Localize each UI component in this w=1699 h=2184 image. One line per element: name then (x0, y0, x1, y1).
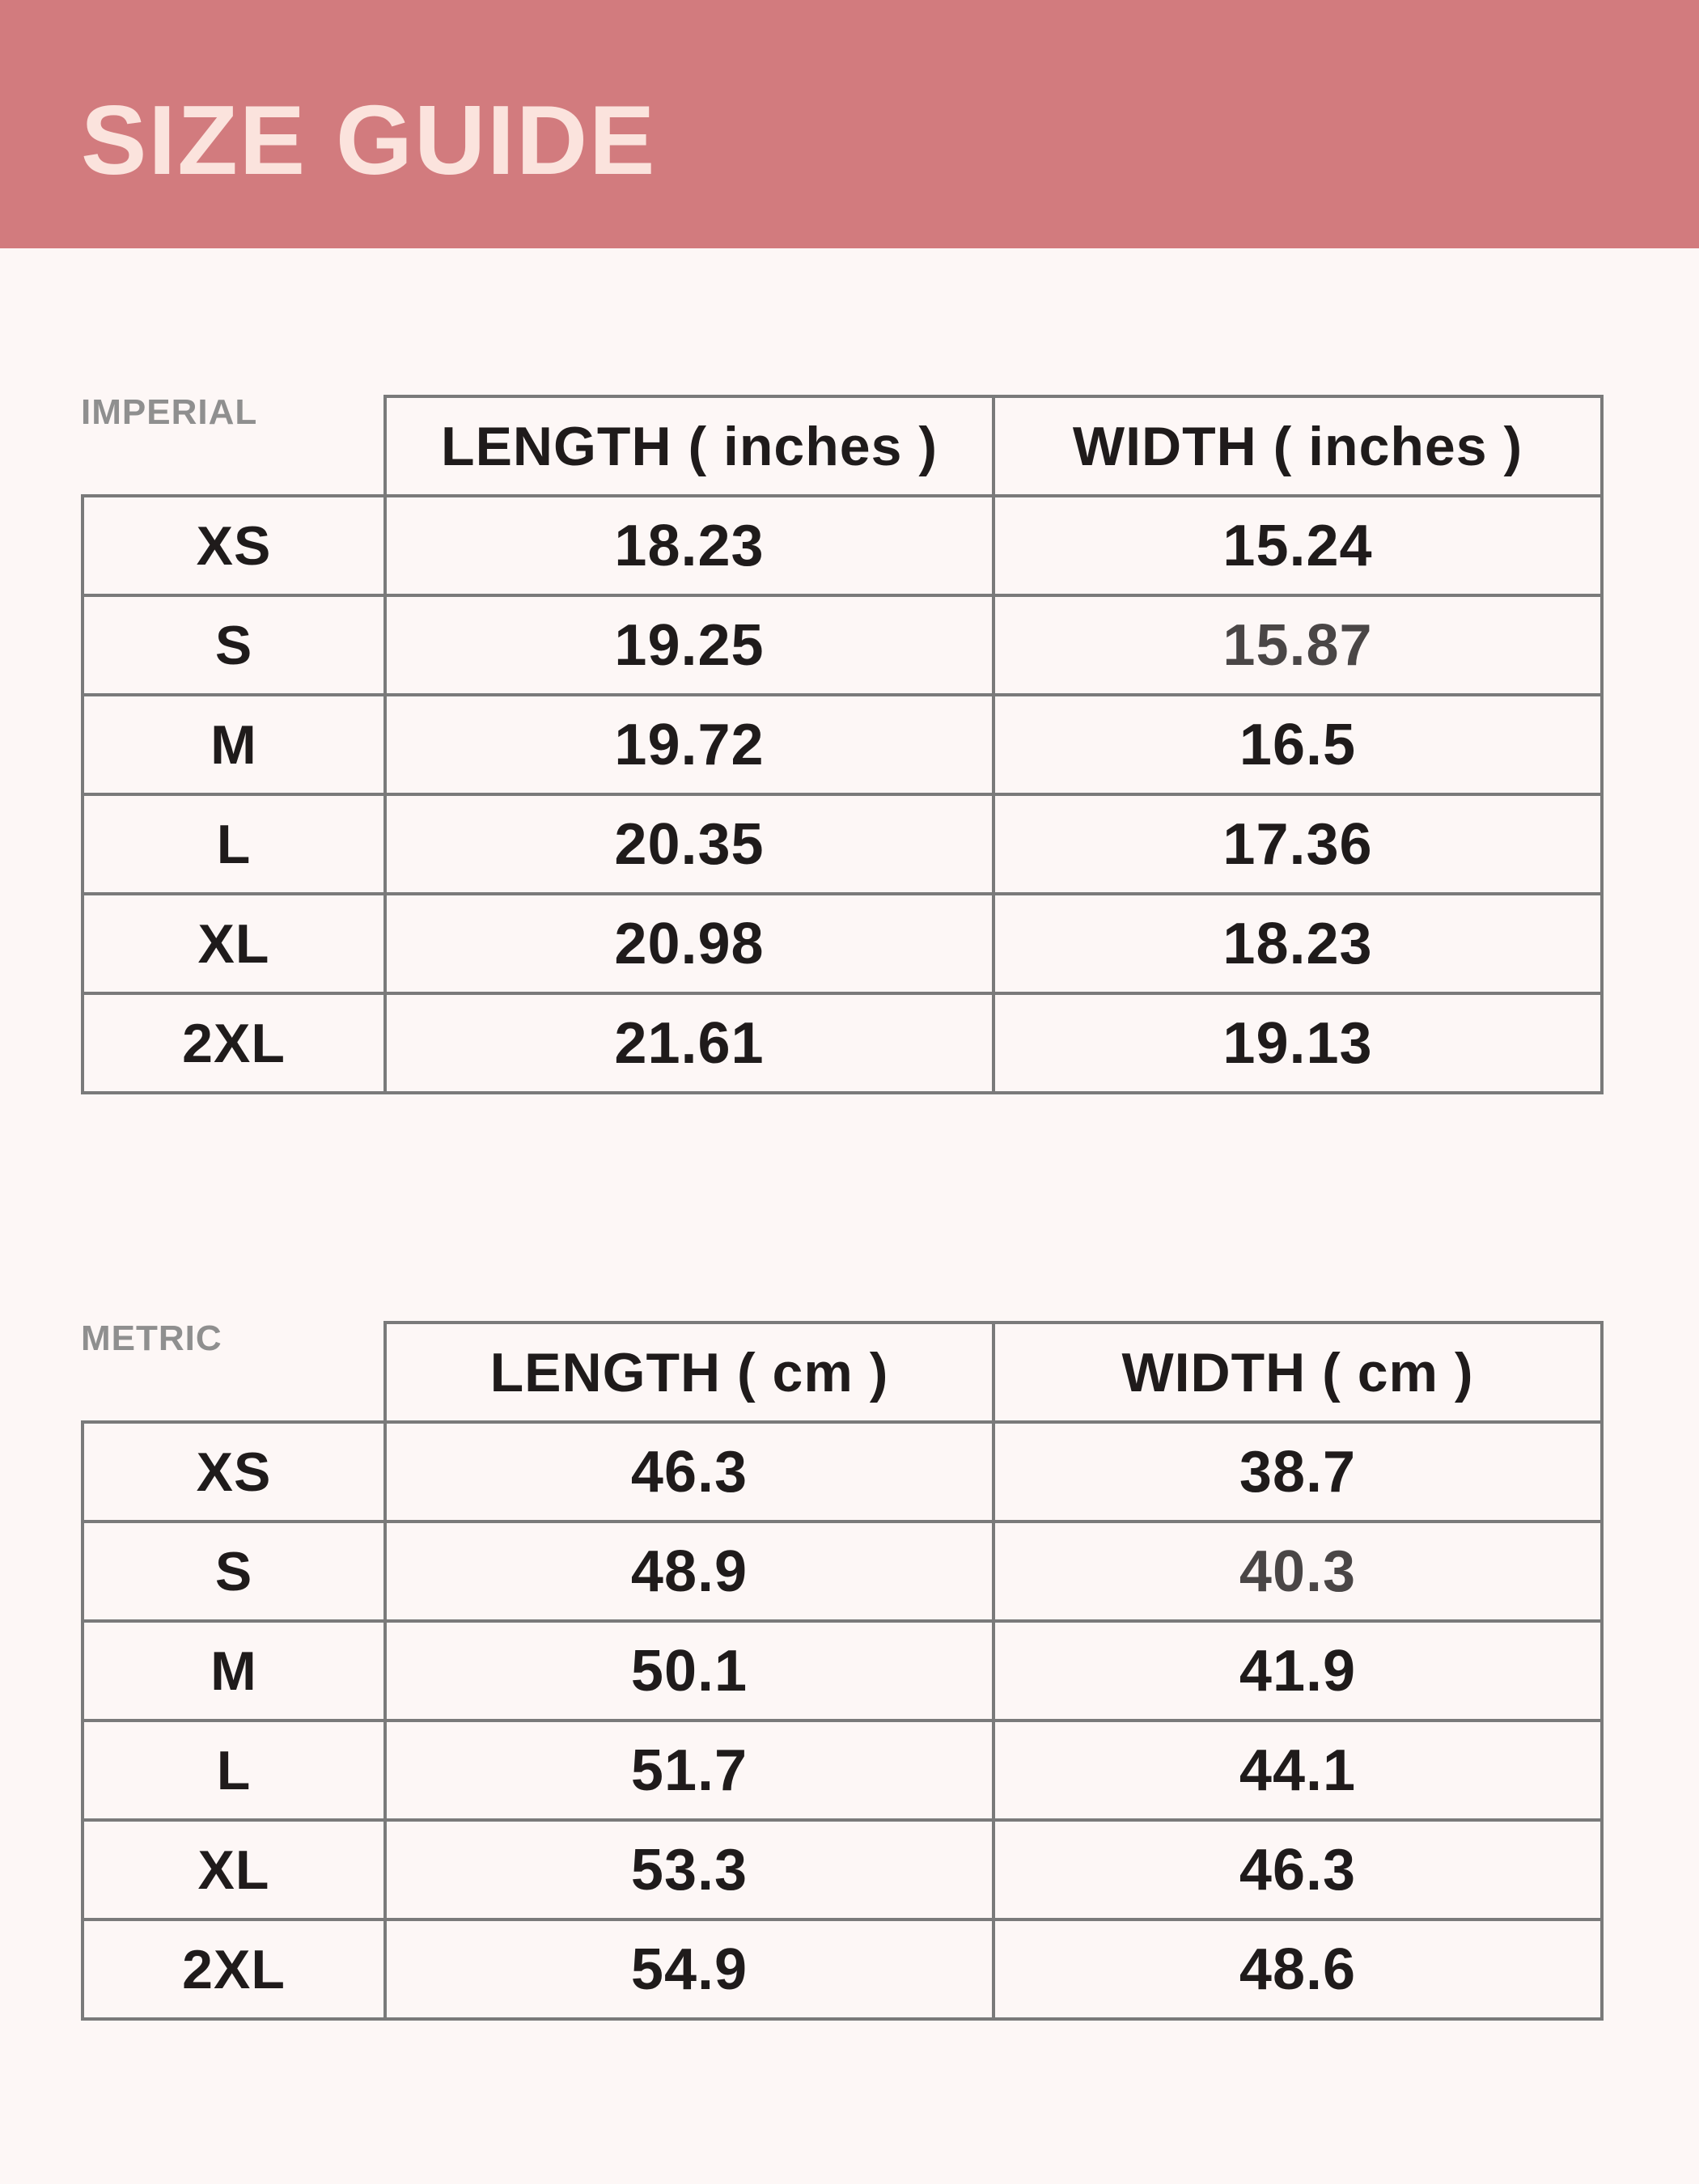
size-cell: M (83, 695, 385, 794)
size-cell: L (83, 1721, 385, 1820)
page-title: SIZE GUIDE (81, 85, 657, 195)
width-cell: 40.3 (994, 1522, 1602, 1621)
metric-size-table (81, 1318, 1604, 2021)
width-cell: 44.1 (994, 1721, 1602, 1820)
length-cell: 20.98 (385, 894, 994, 993)
width-cell: 46.3 (994, 1820, 1602, 1919)
table-row (83, 1422, 1602, 1522)
table-header-row (83, 396, 1602, 496)
length-cell: 51.7 (385, 1721, 994, 1820)
width-cell: 15.87 (994, 595, 1602, 695)
table-row (83, 1522, 1602, 1621)
table-row (83, 1820, 1602, 1919)
table-row (83, 894, 1602, 993)
size-cell: XL (83, 894, 385, 993)
width-cell: 16.5 (994, 695, 1602, 794)
size-cell: XL (83, 1820, 385, 1919)
length-cell: 50.1 (385, 1621, 994, 1721)
table-row (83, 1721, 1602, 1820)
size-cell: 2XL (83, 993, 385, 1093)
size-cell: XS (83, 496, 385, 595)
width-column-header: WIDTH ( inches ) (994, 396, 1602, 496)
width-cell: 18.23 (994, 894, 1602, 993)
length-column-header: LENGTH ( cm ) (385, 1323, 994, 1422)
length-cell: 48.9 (385, 1522, 994, 1621)
table-header-row (83, 1323, 1602, 1422)
length-cell: 53.3 (385, 1820, 994, 1919)
width-cell: 48.6 (994, 1919, 1602, 2019)
table-row (83, 993, 1602, 1093)
width-cell: 17.36 (994, 794, 1602, 894)
width-cell: 38.7 (994, 1422, 1602, 1522)
length-cell: 19.25 (385, 595, 994, 695)
width-cell: 41.9 (994, 1621, 1602, 1721)
table-row (83, 695, 1602, 794)
length-cell: 21.61 (385, 993, 994, 1093)
table-row (83, 794, 1602, 894)
imperial-section-label: IMPERIAL (81, 392, 258, 432)
length-cell: 18.23 (385, 496, 994, 595)
length-cell: 20.35 (385, 794, 994, 894)
table-row (83, 1919, 1602, 2019)
length-cell: 54.9 (385, 1919, 994, 2019)
table-row (83, 595, 1602, 695)
width-column-header: WIDTH ( cm ) (994, 1323, 1602, 1422)
size-cell: S (83, 595, 385, 695)
table-row (83, 496, 1602, 595)
length-cell: 46.3 (385, 1422, 994, 1522)
length-column-header: LENGTH ( inches ) (385, 396, 994, 496)
imperial-size-table (81, 392, 1604, 1094)
length-cell: 19.72 (385, 695, 994, 794)
size-cell: S (83, 1522, 385, 1621)
width-cell: 19.13 (994, 993, 1602, 1093)
size-cell: XS (83, 1422, 385, 1522)
size-cell: M (83, 1621, 385, 1721)
header-banner (0, 0, 1699, 248)
table-row (83, 1621, 1602, 1721)
size-cell: 2XL (83, 1919, 385, 2019)
size-cell: L (83, 794, 385, 894)
width-cell: 15.24 (994, 496, 1602, 595)
metric-section-label: METRIC (81, 1318, 222, 1358)
